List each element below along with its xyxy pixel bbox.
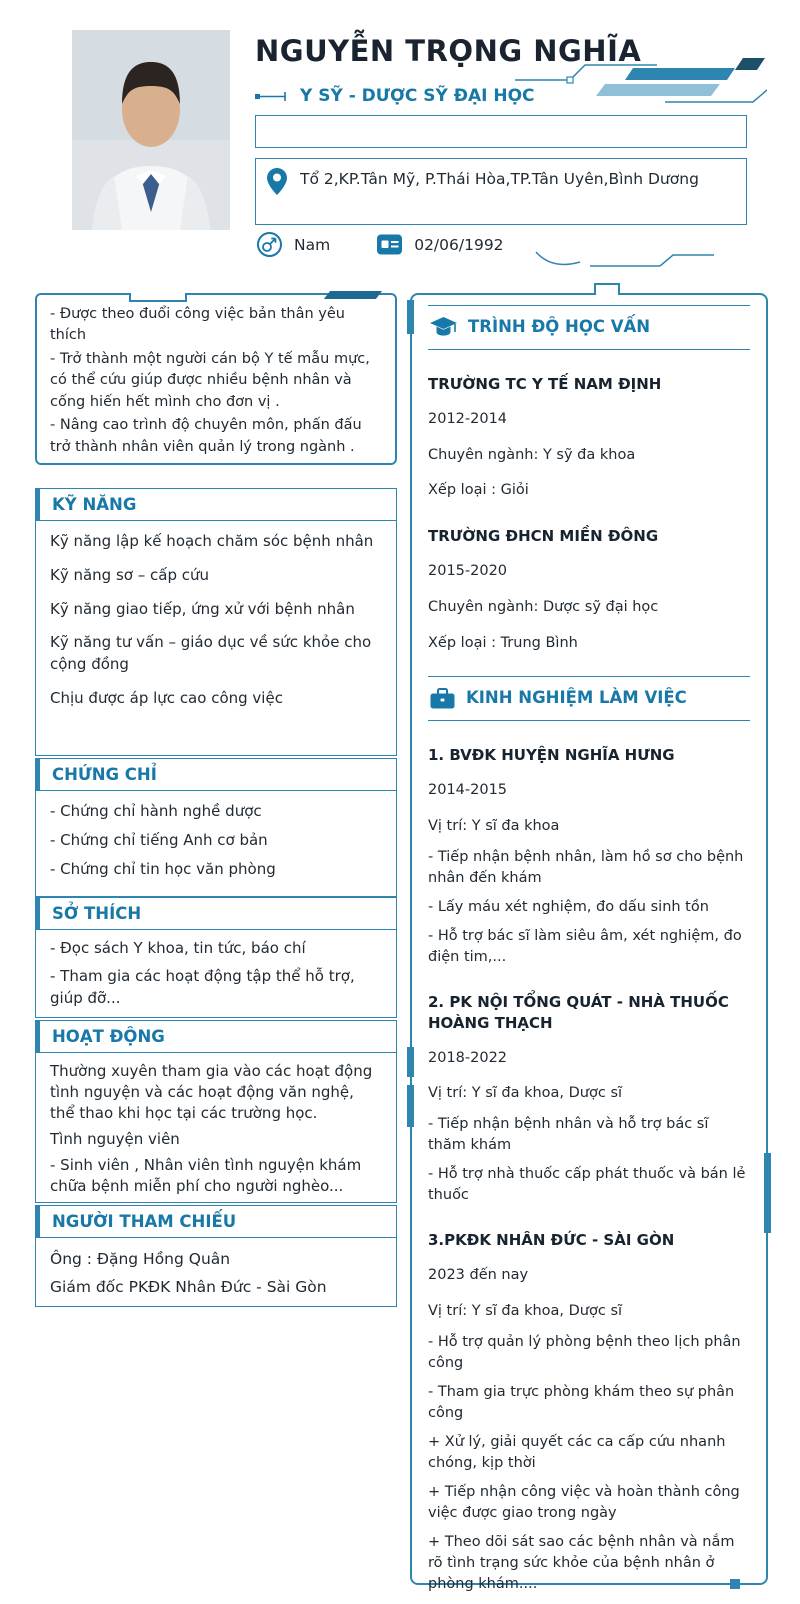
location-pin-icon	[267, 168, 287, 195]
company-name: 2. PK NỘI TỔNG QUÁT - NHÀ THUỐC HOÀNG THẠCH	[428, 992, 729, 1032]
frame-corner-decoration	[730, 1579, 740, 1589]
objective-notch-decoration	[129, 293, 187, 302]
skills-heading: KỸ NĂNG	[36, 489, 396, 521]
certificate-item: - Chứng chỉ hành nghề dược	[50, 802, 262, 820]
education-entry	[428, 526, 750, 654]
experience-period: 2018-2022	[428, 1049, 508, 1066]
gender-value: Nam	[294, 235, 331, 254]
skills-section	[35, 488, 397, 756]
title-line-icon	[255, 89, 291, 103]
activities-paragraph: Thường xuyên tham gia vào các hoạt động tình nguyện và các hoạt động văn nghệ, thể thao khi học tại các trường học.	[50, 1062, 373, 1122]
frame-bar-decoration	[407, 1085, 414, 1127]
education-period: 2015-2020	[428, 563, 508, 579]
references-section	[35, 1205, 397, 1307]
briefcase-icon	[430, 688, 455, 709]
birthdate-value: 02/06/1992	[414, 235, 504, 254]
skill-item: Kỹ năng sơ – cấp cứu	[50, 565, 209, 584]
profile-photo	[72, 30, 230, 230]
objective-line: - Trở thành một người cán bộ Y tế mẫu mực, có thể cứu giúp được nhiều bệnh nhân và cống hiến hết mình cho đơn vị .	[50, 350, 370, 410]
experience-bullet: - Hỗ trợ nhà thuốc cấp phát thuốc và bán lẻ thuốc	[428, 1166, 746, 1204]
education-heading: TRÌNH ĐỘ HỌC VẤN	[468, 317, 651, 336]
objective-line: - Được theo đuổi công việc bản thân yêu thích	[50, 306, 345, 344]
objective-line: - Nâng cao trình độ chuyên môn, phấn đấu trở thành nhân viên quản lý trong ngành .	[50, 417, 362, 455]
experience-section-header	[428, 676, 750, 721]
education-grade: Xếp loại : Trung Bình	[428, 634, 578, 651]
experience-position: Vị trí: Y sĩ đa khoa, Dược sĩ	[428, 1085, 623, 1102]
experience-position: Vị trí: Y sĩ đa khoa, Dược sĩ	[428, 1302, 623, 1319]
frame-bar-decoration	[764, 1153, 771, 1233]
experience-bullet: - Lấy máu xét nghiệm, đo dấu sinh tồn	[428, 898, 709, 915]
frame-bar-decoration	[407, 300, 414, 334]
experience-period: 2023 đến nay	[428, 1267, 529, 1284]
candidate-name: NGUYỄN TRỌNG NGHĨA	[255, 34, 642, 68]
reference-line: Giám đốc PKĐK Nhân Đức - Sài Gòn	[50, 1278, 327, 1297]
skill-item: Kỹ năng giao tiếp, ứng xử với bệnh nhân	[50, 599, 355, 618]
experience-bullet: + Tiếp nhận công việc và hoàn thành công việc được giao trong ngày	[428, 1483, 740, 1521]
skills-list	[36, 521, 396, 730]
experience-bullet: + Xử lý, giải quyết các ca cấp cứu nhanh chóng, kịp thời	[428, 1433, 726, 1471]
activities-section	[35, 1020, 397, 1203]
contact-empty-box	[255, 115, 747, 148]
right-column	[410, 293, 768, 1592]
objective-box	[35, 293, 397, 465]
certificate-item: - Chứng chỉ tin học văn phòng	[50, 859, 276, 878]
address-text: Tổ 2,KP.Tân Mỹ, P.Thái Hòa,TP.Tân Uyên,Bình Dương	[300, 170, 699, 188]
experience-entry	[428, 1230, 750, 1595]
experience-bullet: - Tiếp nhận bệnh nhân, làm hồ sơ cho bệnh nhân đến khám	[428, 848, 744, 886]
education-entry	[428, 374, 750, 502]
frame-bar-decoration	[407, 1047, 414, 1077]
experience-bullets	[428, 847, 750, 968]
candidate-title: Y SỸ - DƯỢC SỸ ĐẠI HỌC	[300, 86, 535, 106]
experience-heading: KINH NGHIỆM LÀM VIỆC	[466, 688, 687, 708]
hobbies-section	[35, 897, 397, 1018]
hobby-item: - Tham gia các hoạt động tập thể hỗ trợ, giúp đỡ...	[50, 966, 355, 1007]
experience-entry	[428, 992, 750, 1207]
education-section-header	[428, 305, 750, 350]
experience-bullets	[428, 1114, 750, 1206]
birthdate-icon	[376, 231, 403, 258]
candidate-title-row	[255, 86, 535, 106]
education-major: Chuyên ngành: Dược sỹ đại học	[428, 598, 659, 615]
swoosh-decoration	[528, 236, 718, 278]
school-name: TRƯỜNG ĐHCN MIỀN ĐÔNG	[428, 527, 659, 545]
skill-item: Kỹ năng lập kế hoạch chăm sóc bệnh nhân	[50, 532, 374, 550]
certificates-list	[36, 791, 396, 895]
references-text	[36, 1238, 396, 1307]
frame-tab-decoration	[594, 283, 620, 295]
hobbies-list	[36, 930, 396, 1018]
activities-paragraph: - Sinh viên , Nhân viên tình nguyện khám chữa bệnh miễn phí cho người nghèo...	[50, 1156, 362, 1195]
experience-bullets	[428, 1332, 750, 1595]
experience-bullet: - Hỗ trợ bác sĩ làm siêu âm, xét nghiệm, đo điện tim,...	[428, 927, 742, 965]
experience-bullet: - Tiếp nhận bệnh nhân và hỗ trợ bác sĩ thăm khám	[428, 1116, 709, 1154]
experience-entry	[428, 745, 750, 968]
activities-text	[36, 1053, 396, 1203]
activities-paragraph: Tình nguyện viên	[50, 1130, 180, 1148]
address-box	[255, 158, 747, 225]
education-grade: Xếp loại : Giỏi	[428, 482, 529, 499]
gender-icon	[256, 231, 283, 258]
certificate-item: - Chứng chỉ tiếng Anh cơ bản	[50, 830, 268, 849]
activities-heading: HOẠT ĐỘNG	[36, 1021, 396, 1053]
experience-bullet: - Tham gia trực phòng khám theo sự phân công	[428, 1383, 735, 1421]
graduation-cap-icon	[430, 317, 457, 338]
experience-bullet: + Theo dõi sát sao các bệnh nhân và nắm rõ tình trạng sức khỏe của bệnh nhân ở phòng khám....	[428, 1533, 735, 1592]
circuit-decoration	[515, 50, 767, 110]
objective-bar-decoration	[324, 291, 382, 299]
hobby-item: - Đọc sách Y khoa, tin tức, báo chí	[50, 939, 306, 957]
experience-period: 2014-2015	[428, 782, 508, 798]
meta-row	[256, 231, 504, 258]
education-period: 2012-2014	[428, 410, 508, 427]
experience-bullet: - Hỗ trợ quản lý phòng bệnh theo lịch phân công	[428, 1333, 741, 1371]
hobbies-heading: SỞ THÍCH	[36, 898, 396, 930]
certificates-section	[35, 758, 397, 897]
references-heading: NGƯỜI THAM CHIẾU	[36, 1206, 396, 1238]
certificates-heading: CHỨNG CHỈ	[36, 759, 396, 791]
skill-item: Kỹ năng tư vấn – giáo dục về sức khỏe cho cộng đồng	[50, 633, 372, 673]
skill-item: Chịu được áp lực cao công việc	[50, 688, 283, 707]
company-name: 3.PKĐK NHÂN ĐỨC - SÀI GÒN	[428, 1231, 675, 1250]
company-name: 1. BVĐK HUYỆN NGHĨA HƯNG	[428, 746, 675, 764]
experience-position: Vị trí: Y sĩ đa khoa	[428, 817, 560, 834]
profile-photo-image	[72, 30, 230, 230]
education-major: Chuyên ngành: Y sỹ đa khoa	[428, 446, 636, 463]
school-name: TRƯỜNG TC Y TẾ NAM ĐỊNH	[428, 374, 662, 393]
reference-line: Ông : Đặng Hồng Quân	[50, 1250, 231, 1268]
